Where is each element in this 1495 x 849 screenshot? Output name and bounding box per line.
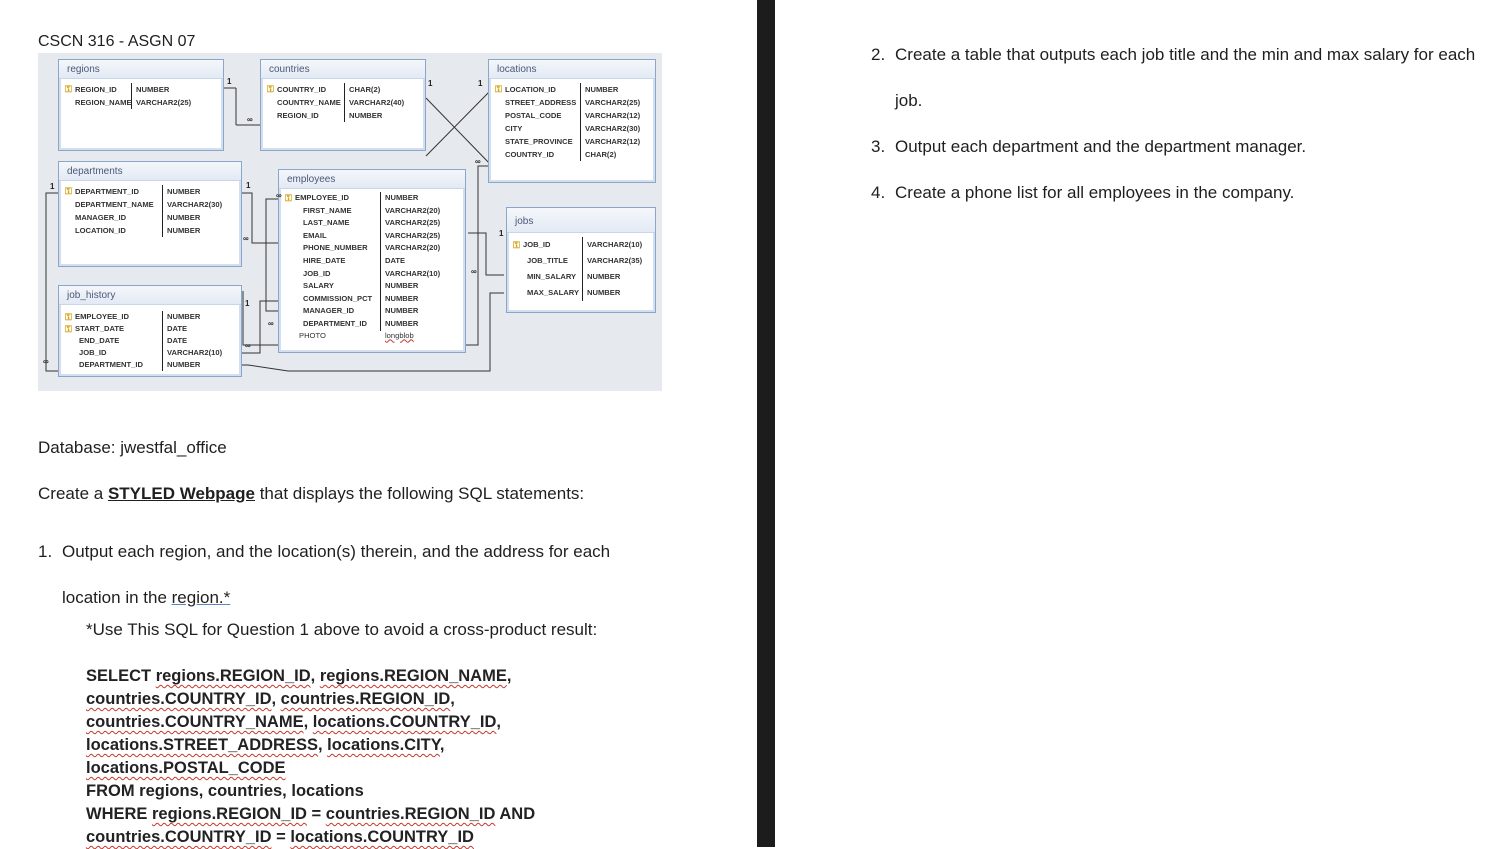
cardinality-one: 1 bbox=[499, 229, 504, 238]
primary-key-icon: ⚿ bbox=[65, 84, 72, 94]
primary-key-icon: ⚿ bbox=[285, 193, 292, 203]
sql-block: SELECT regions.REGION_ID, regions.REGION_NAME, countries.COUNTRY_ID, countries.REGION_ID, countries.COUNTRY_NAME, locations.COUNTRY_ID, locations.STREET_ADDRESS, locations.CITY, locations.POSTAL_CODE FROM regions, countries, locations WHERE regions.REGION_ID = countries.REGION_ID AND countries.COUNTRY_ID = locations.COUNTRY_ID bbox=[86, 667, 536, 846]
column-row: LOCATION_ID NUMBER bbox=[59, 224, 241, 237]
table-title: departments bbox=[59, 162, 241, 181]
question-3: 3. Output each department and the department manager. bbox=[871, 137, 1307, 156]
table-title: employees bbox=[279, 170, 465, 189]
cardinality-many: ∞ bbox=[471, 267, 477, 276]
column-row: ⚿ COUNTRY_ID CHAR(2) bbox=[261, 83, 425, 96]
column-row: ⚿ REGION_ID NUMBER bbox=[59, 83, 223, 96]
table-regions bbox=[58, 59, 224, 151]
column-row: POSTAL_CODE VARCHAR2(12) bbox=[489, 109, 655, 122]
column-row: END_DATE DATE bbox=[59, 335, 241, 347]
cardinality-one: 1 bbox=[428, 79, 433, 88]
column-row: JOB_ID VARCHAR2(10) bbox=[59, 347, 241, 359]
primary-key-icon: ⚿ bbox=[513, 240, 520, 250]
column-row: MIN_SALARY NUMBER bbox=[507, 269, 655, 285]
question-2: 2. Create a table that outputs each job title and the min and max salary for each job. bbox=[871, 45, 1476, 110]
question-number: 1. bbox=[38, 542, 53, 561]
table-title: jobs bbox=[507, 208, 655, 233]
column-row: COUNTRY_NAME VARCHAR2(40) bbox=[261, 96, 425, 109]
column-row: ⚿ LOCATION_ID NUMBER bbox=[489, 83, 655, 96]
column-row: ⚿ EMPLOYEE_ID NUMBER bbox=[279, 192, 465, 205]
column-row: EMAIL VARCHAR2(25) bbox=[279, 230, 465, 243]
cardinality-one: 1 bbox=[245, 299, 250, 308]
column-row: SALARY NUMBER bbox=[279, 280, 465, 293]
column-row: PHONE_NUMBER VARCHAR2(20) bbox=[279, 242, 465, 255]
page-divider bbox=[757, 0, 775, 847]
primary-key-icon: ⚿ bbox=[267, 84, 274, 94]
column-row: COUNTRY_ID CHAR(2) bbox=[489, 148, 655, 161]
primary-key-icon: ⚿ bbox=[65, 312, 72, 322]
cardinality-many: ∞ bbox=[43, 357, 49, 366]
cardinality-many: ∞ bbox=[243, 234, 249, 243]
column-row: MAX_SALARY NUMBER bbox=[507, 285, 655, 301]
page-title: CSCN 316 - ASGN 07 bbox=[38, 33, 196, 50]
column-row: DEPARTMENT_NAME VARCHAR2(30) bbox=[59, 198, 241, 211]
er-diagram bbox=[38, 53, 662, 391]
table-title: job_history bbox=[59, 286, 241, 305]
rel-countries-locations bbox=[426, 98, 492, 166]
styled-webpage-text: STYLED Webpage bbox=[107, 484, 255, 503]
column-row: ⚿ JOB_ID VARCHAR2(10) bbox=[507, 237, 655, 253]
table-title: regions bbox=[59, 60, 223, 79]
column-row: STATE_PROVINCE VARCHAR2(12) bbox=[489, 135, 655, 148]
column-row: DEPARTMENT_ID NUMBER bbox=[279, 318, 465, 331]
column-row: REGION_ID NUMBER bbox=[261, 109, 425, 122]
sql-note: *Use This SQL for Question 1 above to avoid a cross-product result: bbox=[86, 620, 598, 639]
question-list bbox=[871, 32, 1491, 216]
column-row: CITY VARCHAR2(30) bbox=[489, 122, 655, 135]
question-4: 4. Create a phone list for all employees in the company. bbox=[871, 183, 1295, 202]
table-countries bbox=[260, 59, 426, 151]
table-locations bbox=[488, 59, 656, 183]
cardinality-one: 1 bbox=[246, 181, 251, 190]
column-row: STREET_ADDRESS VARCHAR2(25) bbox=[489, 96, 655, 109]
cardinality-many: ∞ bbox=[475, 157, 481, 166]
cardinality-one: 1 bbox=[227, 77, 232, 86]
cardinality-many: ∞ bbox=[247, 115, 253, 124]
column-row: LAST_NAME VARCHAR2(25) bbox=[279, 217, 465, 230]
table-title: countries bbox=[261, 60, 425, 79]
cardinality-one: 1 bbox=[50, 182, 55, 191]
table-departments bbox=[58, 161, 242, 267]
question-1: 1. Output each region, and the location(s) therein, and the address for each location in the region.* bbox=[38, 529, 678, 621]
table-title: locations bbox=[489, 60, 655, 79]
primary-key-icon: ⚿ bbox=[495, 84, 502, 94]
column-row: ⚿ DEPARTMENT_ID NUMBER bbox=[59, 185, 241, 198]
cardinality-many: ∞ bbox=[268, 319, 274, 328]
column-row: JOB_ID VARCHAR2(10) bbox=[279, 268, 465, 281]
table-employees bbox=[278, 169, 466, 353]
column-row: ⚿ EMPLOYEE_ID NUMBER bbox=[59, 311, 241, 323]
primary-key-icon: ⚿ bbox=[65, 324, 72, 334]
column-row: HIRE_DATE DATE bbox=[279, 255, 465, 268]
region-link[interactable]: region.* bbox=[171, 588, 231, 607]
rel-employees-self bbox=[266, 199, 278, 311]
table-job-history bbox=[58, 285, 242, 377]
column-row: FIRST_NAME VARCHAR2(20) bbox=[279, 205, 465, 218]
column-row: MANAGER_ID NUMBER bbox=[279, 305, 465, 318]
document-page-right bbox=[775, 0, 1495, 847]
column-row: REGION_NAME VARCHAR2(25) bbox=[59, 96, 223, 109]
cardinality-many: ∞ bbox=[276, 191, 282, 200]
primary-key-icon: ⚿ bbox=[65, 186, 72, 196]
cardinality-one: 1 bbox=[478, 79, 483, 88]
column-row: MANAGER_ID NUMBER bbox=[59, 211, 241, 224]
table-jobs bbox=[506, 207, 656, 313]
column-row: ⚿ START_DATE DATE bbox=[59, 323, 241, 335]
rel-departments-jobhistory bbox=[46, 193, 58, 371]
intro-line: Create a STYLED Webpage that displays the following SQL statements: bbox=[38, 484, 585, 503]
column-row: JOB_TITLE VARCHAR2(35) bbox=[507, 253, 655, 269]
column-row: DEPARTMENT_ID NUMBER bbox=[59, 359, 241, 371]
column-row: COMMISSION_PCT NUMBER bbox=[279, 293, 465, 306]
cardinality-many: ∞ bbox=[245, 341, 251, 350]
database-line: Database: jwestfal_office bbox=[38, 438, 227, 457]
column-row: PHOTO longblob bbox=[299, 330, 414, 340]
